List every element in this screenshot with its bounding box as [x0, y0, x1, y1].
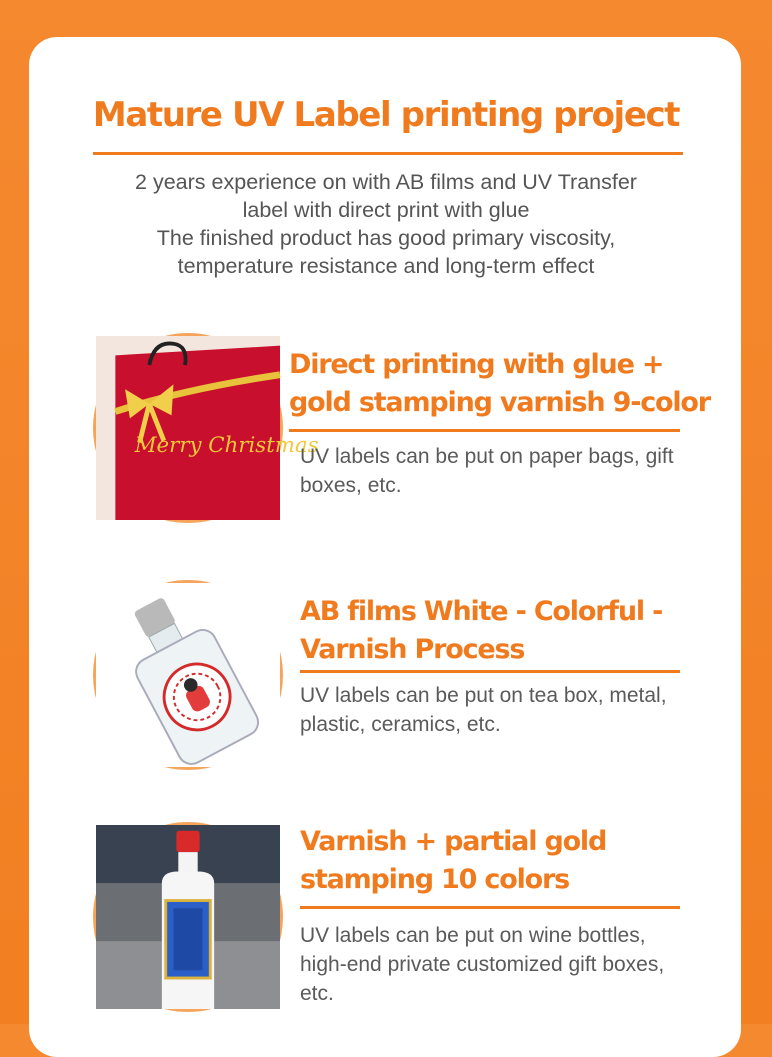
section-description: UV labels can be put on wine bottles, high-end private customized gift boxes, etc.: [300, 924, 665, 1005]
section-description: UV labels can be put on tea box, metal, plastic, ceramics, etc.: [300, 684, 667, 736]
glass-bottle-photo: [93, 580, 283, 770]
section-title: [300, 593, 662, 669]
wine-bottle-illustration: [96, 825, 280, 1009]
section-title-line: Direct printing with glue +: [289, 349, 664, 380]
paper-bag-photo: [93, 333, 319, 523]
title-divider: [93, 152, 683, 155]
paper-bag-illustration: [96, 336, 319, 520]
section-description: UV labels can be put on paper bags, gift boxes, etc.: [300, 445, 674, 497]
page-title: Mature UV Label printing project: [92, 95, 680, 135]
intro-line: temperature resistance and long-term effect: [177, 254, 595, 278]
section-title-line: stamping 10 colors: [300, 864, 569, 895]
section-title-line: Varnish + partial gold: [300, 826, 607, 857]
intro-line: The finished product has good primary viscosity,: [156, 226, 616, 250]
section-title: [289, 346, 710, 422]
section-title-line: Varnish Process: [300, 634, 525, 665]
section-divider: [300, 670, 680, 673]
intro-line: 2 years experience on with AB films and UV Transfer: [135, 170, 637, 194]
section-title-line: gold stamping varnish 9-color: [289, 387, 710, 418]
section-title: [300, 823, 606, 899]
section-divider: [289, 429, 680, 432]
intro-text: [70, 168, 702, 280]
intro-line: label with direct print with glue: [242, 198, 530, 222]
section-title-line: AB films White - Colorful -: [300, 596, 663, 627]
wine-bottle-photo: [93, 822, 283, 1012]
glass-bottle-illustration: [96, 583, 280, 767]
section-divider: [300, 906, 680, 909]
merry-christmas-text: Merry Christmas: [134, 433, 319, 459]
